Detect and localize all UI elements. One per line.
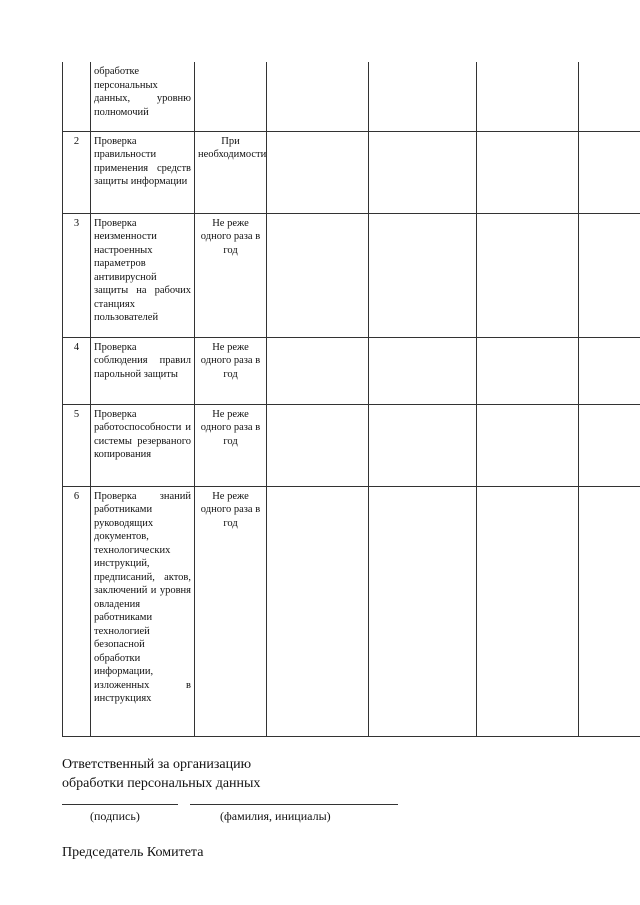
empty-cell: [369, 486, 477, 736]
empty-cell: [477, 213, 579, 337]
responsible-line-1: Ответственный за организацию: [62, 757, 252, 772]
empty-cell: [267, 131, 369, 213]
empty-cell: [267, 337, 369, 404]
empty-cell: [267, 62, 369, 131]
empty-cell: [579, 337, 640, 404]
check-period: Не реже одного раза в год: [195, 213, 267, 337]
row-number: 5: [63, 404, 91, 486]
check-name: Проверка правильности применения средств защиты информации: [91, 131, 195, 213]
empty-cell: [477, 131, 579, 213]
check-period: Не реже одного раза в год: [195, 337, 267, 404]
row-number: 2: [63, 131, 91, 213]
empty-cell: [267, 213, 369, 337]
table-row: [63, 62, 640, 131]
signature-caption: (подпись): [90, 809, 140, 823]
empty-cell: [267, 486, 369, 736]
check-period: При необходимости: [195, 131, 267, 213]
empty-cell: [579, 213, 640, 337]
row-number: 4: [63, 337, 91, 404]
check-name: обработке персональных данных, уровню полномочий: [91, 62, 195, 131]
check-name: Проверка неизменности настроенных параметров антивирусной защиты на рабочих станциях пользователей: [91, 213, 195, 337]
empty-cell: [579, 404, 640, 486]
row-number: 3: [63, 213, 91, 337]
checks-table: [62, 62, 640, 737]
table-row: [63, 404, 640, 486]
table-row: [63, 131, 640, 213]
empty-cell: [477, 62, 579, 131]
empty-cell: [477, 337, 579, 404]
row-number: [63, 62, 91, 131]
empty-cell: [369, 62, 477, 131]
name-caption: (фамилия, инициалы): [220, 809, 331, 823]
table-row: [63, 486, 640, 736]
check-period: [195, 62, 267, 131]
check-name: Проверка знаний работниками руководящих документов, технологических инструкций, предписаний, актов, заключений и уровня овладения работниками технологией безопасной обработки информации, изложенных в инструкциях: [91, 486, 195, 736]
check-period: Не реже одного раза в год: [195, 486, 267, 736]
empty-cell: [579, 131, 640, 213]
empty-cell: [579, 62, 640, 131]
check-name: Проверка соблюдения правил парольной защиты: [91, 337, 195, 404]
table-row: [63, 337, 640, 404]
responsible-person-label: [62, 755, 260, 793]
responsible-line-2: обработки персональных данных: [62, 776, 261, 791]
empty-cell: [477, 404, 579, 486]
empty-cell: [477, 486, 579, 736]
signature-line: [62, 804, 178, 805]
empty-cell: [369, 404, 477, 486]
row-number: 6: [63, 486, 91, 736]
empty-cell: [267, 404, 369, 486]
chairman-label: Председатель Комитета: [62, 845, 204, 860]
empty-cell: [369, 131, 477, 213]
empty-cell: [579, 486, 640, 736]
empty-cell: [369, 337, 477, 404]
check-period: Не реже одного раза в год: [195, 404, 267, 486]
check-name: Проверка работоспособности и системы резерваного копирования: [91, 404, 195, 486]
name-line: [190, 804, 398, 805]
table-row: [63, 213, 640, 337]
empty-cell: [369, 213, 477, 337]
